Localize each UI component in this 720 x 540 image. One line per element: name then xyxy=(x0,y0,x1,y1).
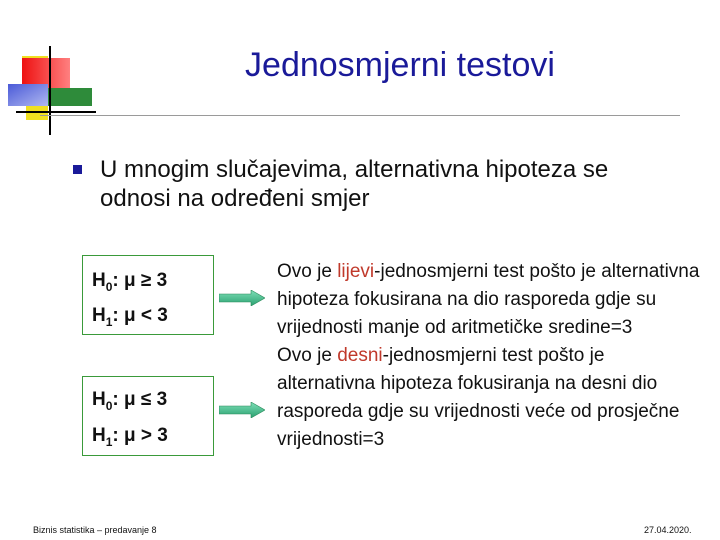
footer-date: 27.04.2020. xyxy=(644,525,692,535)
square-bullet-icon xyxy=(73,165,82,174)
footer-course-label: Biznis statistika – predavanje 8 xyxy=(33,525,157,535)
null-hypothesis: $H_0$: μ ≥ 3 xyxy=(92,270,168,294)
corner-decoration xyxy=(0,0,100,140)
hypothesis-box-left-tailed xyxy=(82,255,214,335)
slide-title: Jednosmjerni testovi xyxy=(245,46,555,84)
highlight-right: desni xyxy=(337,345,383,366)
alternative-hypothesis: $H_1$: μ > 3 xyxy=(92,425,168,449)
title-divider xyxy=(40,115,680,116)
hypothesis-box-right-tailed xyxy=(82,376,214,456)
null-hypothesis: $H_0$: μ ≤ 3 xyxy=(92,389,168,413)
explanation-text xyxy=(277,258,707,454)
bullet-text: U mnogim slučajevima, alternativna hipoteza se odnosi na određeni smjer xyxy=(100,156,609,212)
right-arrow-icon xyxy=(219,402,265,418)
explanation-right-tailed: Ovo je desni-jednosmjerni test pošto je alternativna hipoteza fokusiranja na desni dio rasporeda gdje su vrijednosti veće od prosječne vrijednosti=3 xyxy=(277,345,680,450)
explanation-left-tailed: Ovo je lijevi-jednosmjerni test pošto je alternativna hipoteza fokusirana na dio rasporeda gdje su vrijednosti manje od aritmetičke sredine=3 xyxy=(277,261,700,338)
highlight-left: lijevi xyxy=(337,261,375,282)
right-arrow-icon xyxy=(219,290,265,306)
alternative-hypothesis: $H_1$: μ < 3 xyxy=(92,305,168,329)
